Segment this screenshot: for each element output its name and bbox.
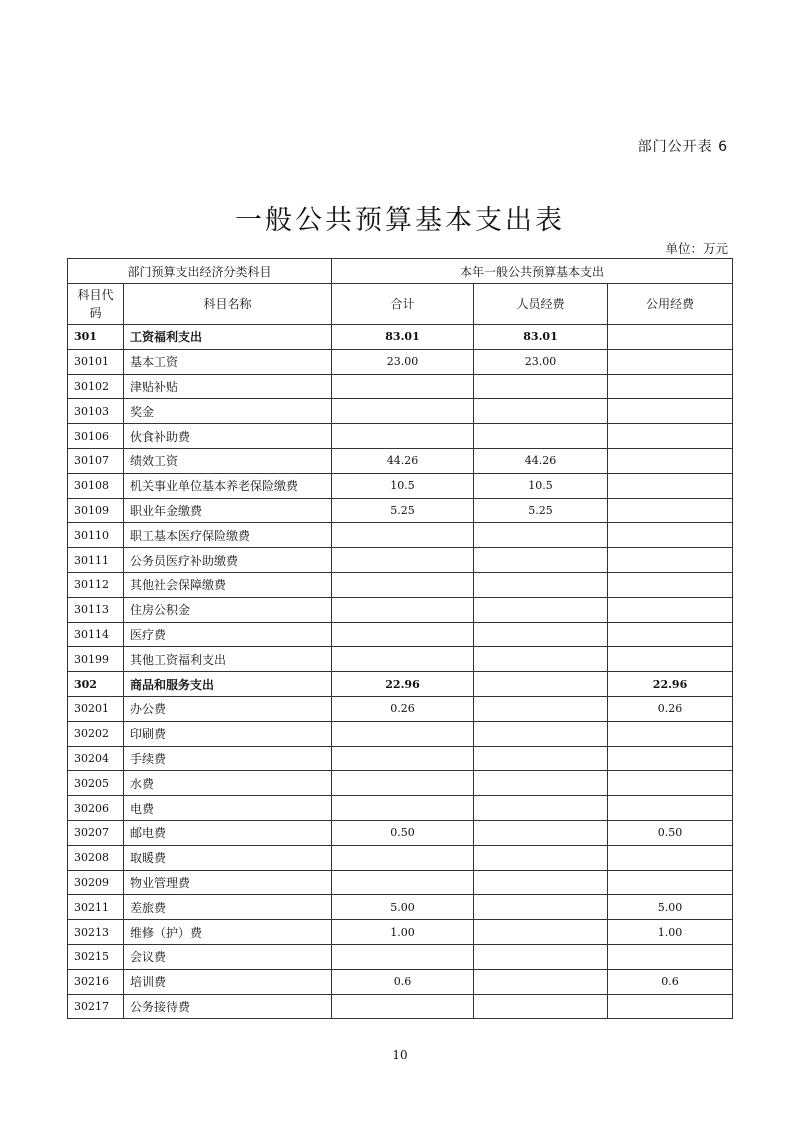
cell-code: 30114	[68, 622, 124, 647]
cell-personnel	[474, 944, 608, 969]
table-row	[68, 325, 733, 350]
cell-code: 30201	[68, 696, 124, 721]
header-total: 合计	[332, 284, 474, 325]
table-row	[68, 424, 733, 449]
cell-total	[332, 944, 474, 969]
cell-personnel	[474, 920, 608, 945]
cell-code: 30216	[68, 969, 124, 994]
cell-name: 维修（护）费	[124, 920, 332, 945]
cell-code: 302	[68, 672, 124, 697]
cell-personnel	[474, 994, 608, 1019]
cell-name: 职业年金缴费	[124, 498, 332, 523]
cell-code: 30199	[68, 647, 124, 672]
cell-total	[332, 597, 474, 622]
cell-code: 30103	[68, 399, 124, 424]
cell-personnel: 23.00	[474, 349, 608, 374]
cell-code: 30211	[68, 895, 124, 920]
cell-name: 津贴补贴	[124, 374, 332, 399]
cell-code: 30217	[68, 994, 124, 1019]
cell-personnel	[474, 870, 608, 895]
cell-public	[608, 448, 733, 473]
table-row	[68, 374, 733, 399]
cell-name: 职工基本医疗保险缴费	[124, 523, 332, 548]
cell-name: 培训费	[124, 969, 332, 994]
cell-total: 22.96	[332, 672, 474, 697]
table-row	[68, 920, 733, 945]
table-row	[68, 944, 733, 969]
cell-public	[608, 721, 733, 746]
cell-public	[608, 845, 733, 870]
cell-code: 30111	[68, 548, 124, 573]
cell-personnel	[474, 845, 608, 870]
cell-public	[608, 796, 733, 821]
table-number-label: 部门公开表 6	[637, 139, 728, 155]
cell-name: 工资福利支出	[124, 325, 332, 350]
unit-label: 单位：万元	[665, 241, 728, 256]
cell-code: 30207	[68, 820, 124, 845]
cell-code: 30208	[68, 845, 124, 870]
table-row	[68, 969, 733, 994]
cell-personnel	[474, 895, 608, 920]
table-row	[68, 622, 733, 647]
cell-public	[608, 473, 733, 498]
cell-total	[332, 994, 474, 1019]
cell-name: 手续费	[124, 746, 332, 771]
cell-name: 伙食补助费	[124, 424, 332, 449]
cell-personnel	[474, 771, 608, 796]
cell-code: 30106	[68, 424, 124, 449]
cell-personnel	[474, 399, 608, 424]
cell-name: 水费	[124, 771, 332, 796]
cell-code: 30204	[68, 746, 124, 771]
cell-personnel: 10.5	[474, 473, 608, 498]
cell-public	[608, 498, 733, 523]
cell-code: 30213	[68, 920, 124, 945]
cell-code: 30107	[68, 448, 124, 473]
cell-public	[608, 349, 733, 374]
cell-public	[608, 622, 733, 647]
cell-total	[332, 572, 474, 597]
cell-public: 0.26	[608, 696, 733, 721]
cell-name: 住房公积金	[124, 597, 332, 622]
table-row	[68, 448, 733, 473]
table-row	[68, 349, 733, 374]
cell-public	[608, 771, 733, 796]
page-title: 一般公共预算基本支出表	[235, 205, 565, 236]
cell-name: 其他工资福利支出	[124, 647, 332, 672]
cell-total	[332, 721, 474, 746]
cell-total: 0.6	[332, 969, 474, 994]
cell-public	[608, 399, 733, 424]
cell-personnel	[474, 696, 608, 721]
budget-table	[67, 258, 733, 1019]
cell-code: 30113	[68, 597, 124, 622]
cell-public	[608, 572, 733, 597]
cell-name: 公务员医疗补助缴费	[124, 548, 332, 573]
table-row	[68, 523, 733, 548]
table-row	[68, 870, 733, 895]
cell-public: 0.50	[608, 820, 733, 845]
cell-total	[332, 424, 474, 449]
cell-total	[332, 771, 474, 796]
cell-public	[608, 424, 733, 449]
page-number: 10	[392, 1048, 408, 1062]
cell-total: 10.5	[332, 473, 474, 498]
cell-total: 0.50	[332, 820, 474, 845]
table-row	[68, 721, 733, 746]
cell-public	[608, 523, 733, 548]
cell-personnel	[474, 721, 608, 746]
cell-code: 30206	[68, 796, 124, 821]
cell-total	[332, 845, 474, 870]
cell-code: 30112	[68, 572, 124, 597]
cell-personnel: 44.26	[474, 448, 608, 473]
cell-total	[332, 622, 474, 647]
cell-public: 22.96	[608, 672, 733, 697]
cell-personnel	[474, 597, 608, 622]
cell-total: 5.25	[332, 498, 474, 523]
cell-code: 30215	[68, 944, 124, 969]
cell-name: 物业管理费	[124, 870, 332, 895]
table-row	[68, 820, 733, 845]
cell-name: 取暖费	[124, 845, 332, 870]
cell-public: 5.00	[608, 895, 733, 920]
table-row	[68, 548, 733, 573]
cell-code: 30108	[68, 473, 124, 498]
table-row	[68, 399, 733, 424]
cell-public	[608, 548, 733, 573]
table-row	[68, 845, 733, 870]
cell-public	[608, 870, 733, 895]
cell-personnel	[474, 622, 608, 647]
cell-name: 印刷费	[124, 721, 332, 746]
cell-personnel	[474, 820, 608, 845]
cell-total: 44.26	[332, 448, 474, 473]
cell-public: 0.6	[608, 969, 733, 994]
cell-name: 绩效工资	[124, 448, 332, 473]
group-header-basic-expenditure: 本年一般公共预算基本支出	[332, 259, 733, 284]
cell-total: 83.01	[332, 325, 474, 350]
cell-total	[332, 746, 474, 771]
cell-personnel: 83.01	[474, 325, 608, 350]
table-row	[68, 746, 733, 771]
cell-personnel: 5.25	[474, 498, 608, 523]
table-row	[68, 771, 733, 796]
cell-total	[332, 647, 474, 672]
cell-code: 30109	[68, 498, 124, 523]
cell-code: 30110	[68, 523, 124, 548]
cell-code: 30102	[68, 374, 124, 399]
cell-total	[332, 399, 474, 424]
header-public: 公用经费	[608, 284, 733, 325]
table-row	[68, 473, 733, 498]
table-row	[68, 572, 733, 597]
cell-code: 301	[68, 325, 124, 350]
cell-total: 0.26	[332, 696, 474, 721]
cell-name: 公务接待费	[124, 994, 332, 1019]
cell-name: 商品和服务支出	[124, 672, 332, 697]
cell-personnel	[474, 969, 608, 994]
cell-personnel	[474, 374, 608, 399]
column-header-row	[68, 284, 733, 325]
cell-public	[608, 374, 733, 399]
header-personnel: 人员经费	[474, 284, 608, 325]
cell-name: 邮电费	[124, 820, 332, 845]
cell-public	[608, 944, 733, 969]
cell-public	[608, 647, 733, 672]
group-header-classification: 部门预算支出经济分类科目	[68, 259, 332, 284]
table-row	[68, 994, 733, 1019]
cell-personnel	[474, 424, 608, 449]
cell-personnel	[474, 572, 608, 597]
cell-total	[332, 870, 474, 895]
cell-code: 30101	[68, 349, 124, 374]
cell-total	[332, 523, 474, 548]
cell-name: 奖金	[124, 399, 332, 424]
group-header-row	[68, 259, 733, 284]
cell-name: 电费	[124, 796, 332, 821]
table-row	[68, 696, 733, 721]
cell-total: 1.00	[332, 920, 474, 945]
table-row	[68, 672, 733, 697]
cell-public	[608, 597, 733, 622]
cell-total: 5.00	[332, 895, 474, 920]
table-row	[68, 647, 733, 672]
cell-public	[608, 746, 733, 771]
cell-total	[332, 374, 474, 399]
cell-name: 基本工资	[124, 349, 332, 374]
cell-name: 差旅费	[124, 895, 332, 920]
table-row	[68, 796, 733, 821]
table-row	[68, 895, 733, 920]
cell-public	[608, 994, 733, 1019]
cell-code: 30202	[68, 721, 124, 746]
cell-personnel	[474, 523, 608, 548]
table-body	[68, 325, 733, 1019]
cell-public	[608, 325, 733, 350]
header-code: 科目代码	[68, 284, 124, 325]
cell-personnel	[474, 796, 608, 821]
cell-personnel	[474, 746, 608, 771]
table-row	[68, 597, 733, 622]
cell-name: 机关事业单位基本养老保险缴费	[124, 473, 332, 498]
cell-code: 30209	[68, 870, 124, 895]
cell-name: 医疗费	[124, 622, 332, 647]
header-name: 科目名称	[124, 284, 332, 325]
cell-code: 30205	[68, 771, 124, 796]
cell-public: 1.00	[608, 920, 733, 945]
cell-total	[332, 796, 474, 821]
cell-name: 办公费	[124, 696, 332, 721]
cell-personnel	[474, 672, 608, 697]
cell-total	[332, 548, 474, 573]
cell-name: 会议费	[124, 944, 332, 969]
table-row	[68, 498, 733, 523]
cell-total: 23.00	[332, 349, 474, 374]
cell-personnel	[474, 647, 608, 672]
cell-name: 其他社会保障缴费	[124, 572, 332, 597]
cell-personnel	[474, 548, 608, 573]
